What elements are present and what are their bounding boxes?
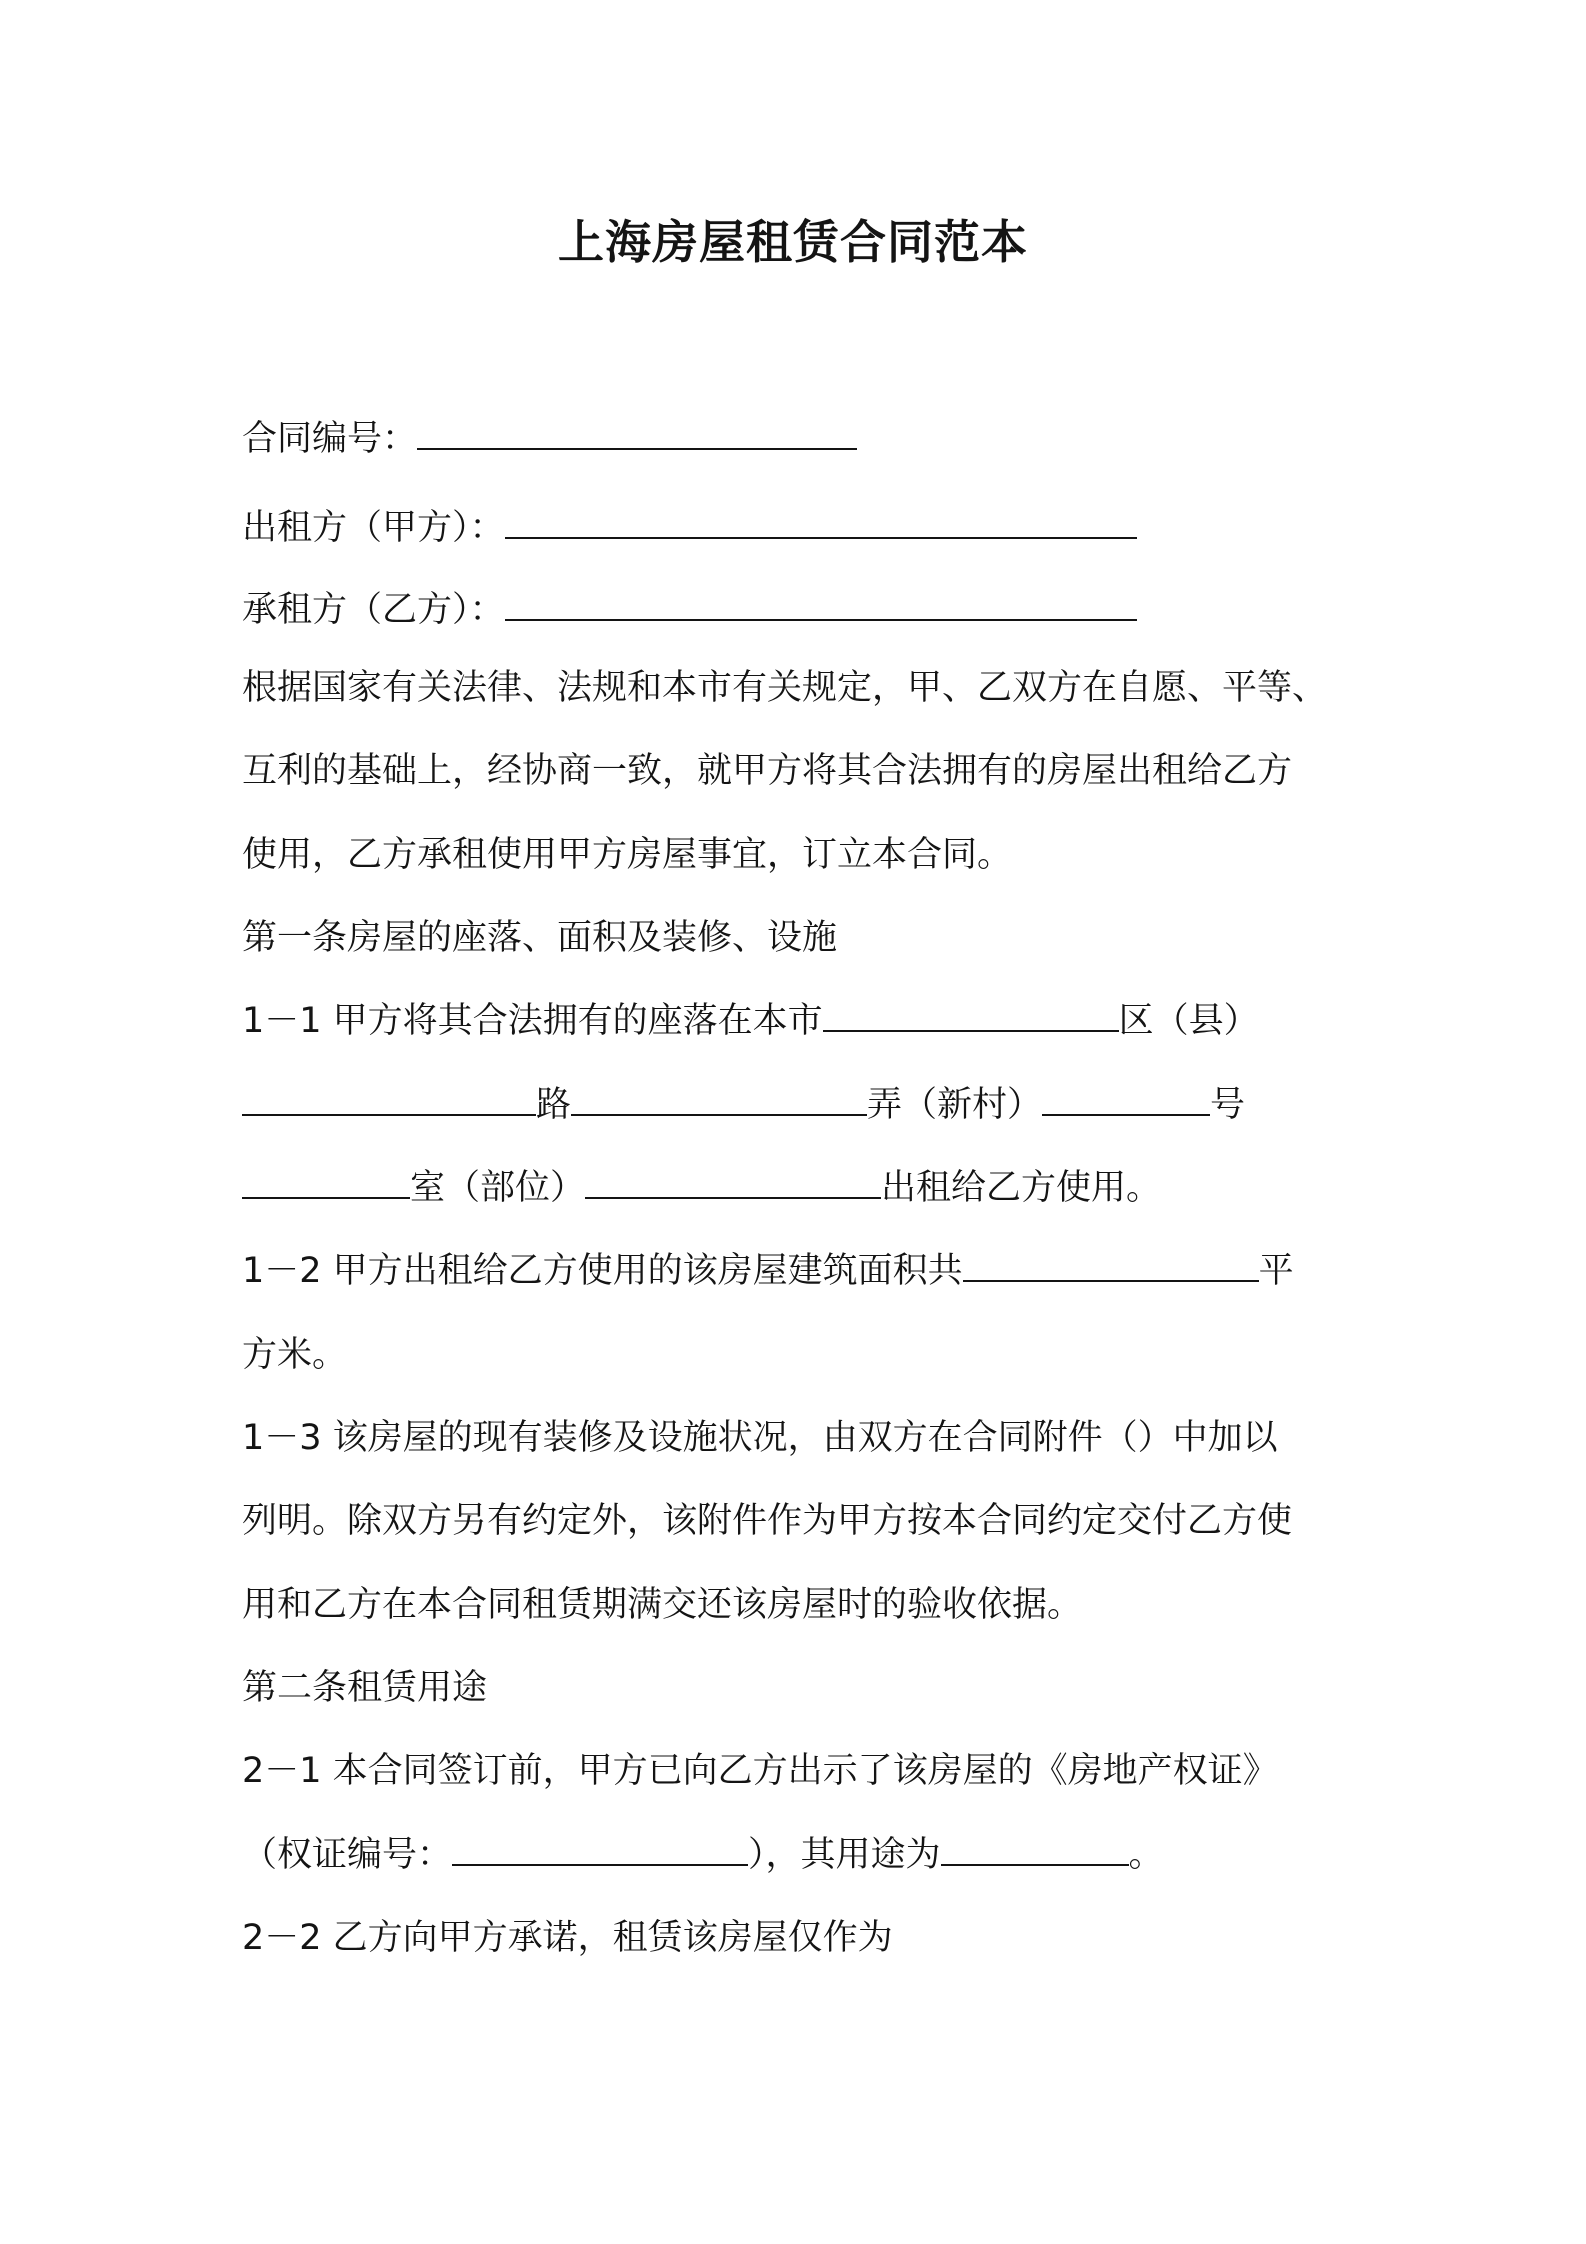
clause-1-1-line-1: [242, 998, 1259, 1044]
article-2-heading: 第二条租赁用途: [242, 1668, 488, 1708]
district-blank: [823, 1000, 1119, 1032]
road-blank: [242, 1084, 536, 1116]
contract-number-line: [242, 416, 857, 462]
usage-end: 。: [1128, 1835, 1164, 1875]
preamble-line-3: 使用，乙方承租使用甲方房屋事宜，订立本合同。: [242, 835, 1013, 875]
lessee-label: 承租方（乙方）：: [242, 590, 505, 630]
clause-2-1-line-2: [242, 1832, 1164, 1878]
lessee-blank: [505, 589, 1137, 621]
number-blank: [1042, 1084, 1210, 1116]
road-label: 路: [536, 1085, 572, 1125]
clause-1-2-line-1: [242, 1248, 1294, 1294]
lessor-line: [242, 505, 1137, 551]
clause-1-1-line-2: [242, 1082, 1245, 1128]
contract-number-blank: [417, 418, 857, 450]
area-blank: [963, 1250, 1259, 1282]
preamble-line-2: 互利的基础上，经协商一致，就甲方将其合法拥有的房屋出租给乙方: [242, 751, 1293, 791]
article-1-heading: 第一条房屋的座落、面积及装修、设施: [242, 918, 838, 958]
lessor-blank: [505, 507, 1137, 539]
district-label: 区（县）: [1118, 1001, 1259, 1041]
clause-1-3-line-2: 列明。除双方另有约定外，该附件作为甲方按本合同约定交付乙方使: [242, 1501, 1293, 1541]
clause-1-1-text: 1－1 甲方将其合法拥有的座落在本市: [242, 1001, 823, 1041]
usage-label: ），其用途为: [748, 1835, 941, 1875]
number-label: 号: [1210, 1085, 1246, 1125]
certificate-number-label: （权证编号：: [242, 1835, 453, 1875]
area-unit-part-1: 平: [1258, 1251, 1294, 1291]
clause-2-1-line-1: 2－1 本合同签订前，甲方已向乙方出示了该房屋的《房地产权证》: [242, 1751, 1278, 1791]
lessee-line: [242, 587, 1137, 633]
lane-blank: [571, 1084, 867, 1116]
lessor-label: 出租方（甲方）：: [242, 508, 505, 548]
clause-1-2-line-2: 方米。: [242, 1335, 348, 1375]
lease-to-label: 出租给乙方使用。: [881, 1168, 1162, 1208]
room-label: 室（部位）: [410, 1168, 586, 1208]
clause-1-2-text: 1－2 甲方出租给乙方使用的该房屋建筑面积共: [242, 1251, 963, 1291]
document-title: 上海房屋租赁合同范本: [558, 215, 1028, 269]
clause-2-2-line-1: 2－2 乙方向甲方承诺，租赁该房屋仅作为: [242, 1918, 893, 1958]
part-blank: [585, 1167, 881, 1199]
preamble-line-1: 根据国家有关法律、法规和本市有关规定，甲、乙双方在自愿、平等、: [242, 668, 1328, 708]
usage-blank: [941, 1834, 1129, 1866]
clause-1-1-line-3: [242, 1165, 1161, 1211]
clause-1-3-line-3: 用和乙方在本合同租赁期满交还该房屋时的验收依据。: [242, 1585, 1083, 1625]
room-blank: [242, 1167, 410, 1199]
contract-number-label: 合同编号：: [242, 419, 418, 459]
clause-1-3-line-1: 1－3 该房屋的现有装修及设施状况，由双方在合同附件（）中加以: [242, 1418, 1278, 1458]
lane-label: 弄（新村）: [867, 1085, 1043, 1125]
certificate-number-blank: [452, 1834, 748, 1866]
